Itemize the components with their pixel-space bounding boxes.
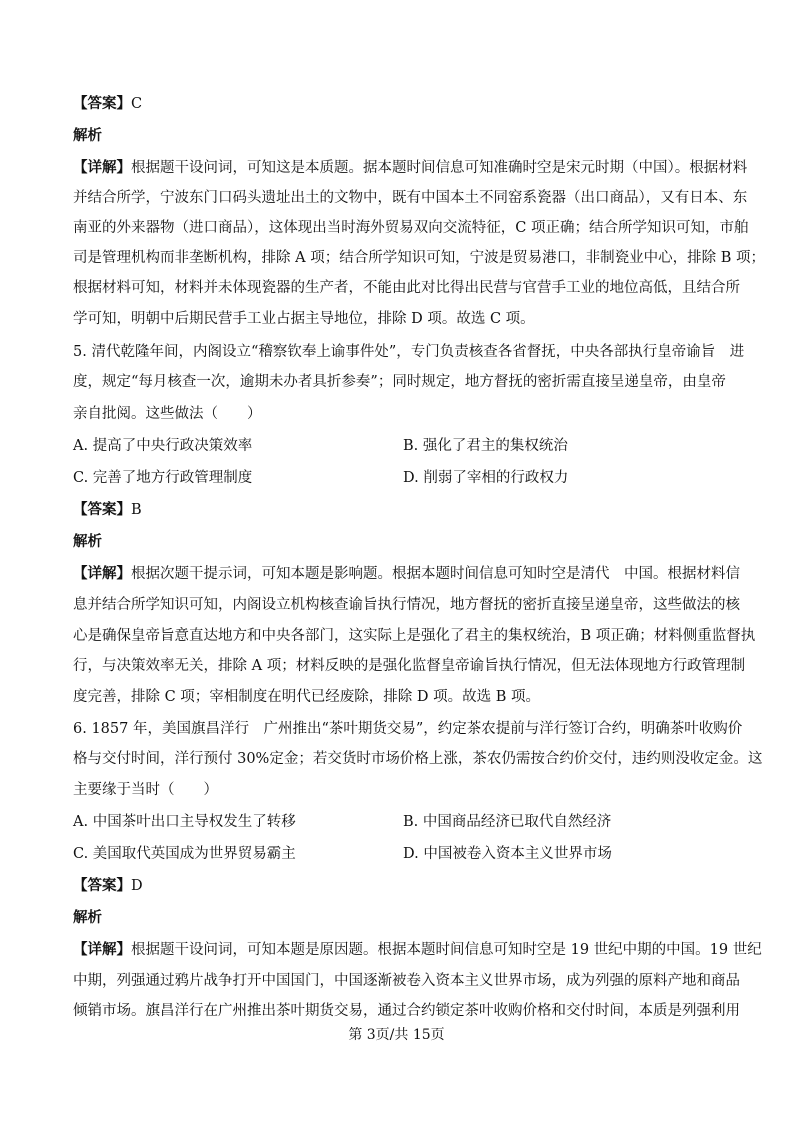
option-c: C. 美国取代英国成为世界贸易霸主	[73, 846, 296, 862]
detail-text: 根据题干设问词，可知本题是原因题。根据本题时间信息可知时空是 19 世纪中期的中国。19 世纪	[131, 942, 762, 958]
option-a: A. 中国茶叶出口主导权发生了转移	[73, 814, 296, 830]
detail-line: 行，与决策效率无关，排除 A 项；材料反映的是强化监督皇帝谕旨执行情况，但无法体现地方行政管理制	[73, 658, 746, 674]
option-a: A. 提高了中央行政决策效率	[73, 438, 253, 454]
page-footer: 第 3页/共 15页	[348, 1027, 445, 1043]
detail-line: 心是确保皇帝旨意直达地方和中央各部门，这实际上是强化了君主的集权统治，B 项正确；材料侧重监督执	[73, 628, 756, 644]
answer-tag: 【答案】	[73, 96, 131, 112]
analysis-tag: 解析	[73, 534, 102, 550]
detail-line: 司是管理机构而非垄断机构，排除 A 项；结合所学知识可知，宁波是贸易港口，非制瓷业中心，排除 B 项；	[73, 250, 766, 266]
detail-tag: 【详解】	[73, 942, 131, 958]
detail-tag: 【详解】	[73, 160, 131, 176]
answer-tag: 【答案】	[73, 502, 131, 518]
answer-line	[73, 500, 725, 520]
detail-line: 根据材料可知，材料并未体现瓷器的生产者，不能由此对比得出民营与官营手工业的地位高低，且结合所	[73, 280, 740, 296]
answer-line	[73, 876, 725, 896]
option-b: B. 强化了君主的集权统治	[403, 438, 568, 454]
option-d: D. 削弱了宰相的行政权力	[403, 470, 569, 486]
detail-line: 度完善，排除 C 项；宰相制度在明代已经废除，排除 D 项。故选 B 项。	[73, 689, 541, 705]
question-stem-line: 亲自批阅。这些做法（ ）	[73, 406, 262, 422]
answer-value: B	[131, 502, 142, 518]
detail-line: 南亚的外来器物（进口商品），这体现出当时海外贸易双向交流特征，C 项正确；结合所学知识可知，市舶	[73, 220, 749, 236]
detail-text: 根据题干设问词，可知这是本质题。据本题时间信息可知准确时空是宋元时期（中国）。根据材料	[131, 160, 748, 176]
question-stem-line: 度，规定“每月核查一次，逾期未办者具折参奏”；同时规定，地方督抚的密折需直接呈递皇帝，由皇帝	[73, 374, 726, 390]
detail-tag: 【详解】	[73, 566, 131, 582]
detail-line: 中期，列强通过鸦片战争打开中国国门，中国逐渐被卷入资本主义世界市场，成为列强的原料产地和商品	[73, 973, 740, 989]
detail-line: 学可知，明朝中后期民营手工业占据主导地位，排除 D 项。故选 C 项。	[73, 311, 535, 327]
answer-line	[73, 94, 725, 114]
analysis-heading	[73, 126, 725, 146]
answer-tag: 【答案】	[73, 878, 131, 894]
option-c: C. 完善了地方行政管理制度	[73, 470, 253, 486]
analysis-heading	[73, 908, 725, 928]
question-stem-line: 5. 清代乾隆年间，内阁设立“稽察钦奉上谕事件处”，专门负责核查各省督抚，中央各部执行皇帝谕旨 进	[73, 344, 745, 360]
analysis-heading	[73, 532, 725, 552]
detail-line	[73, 564, 740, 584]
question-stem-line: 6. 1857 年，美国旗昌洋行 广州推出“茶叶期货交易”，约定茶农提前与洋行签订合约，明确茶叶收购价	[73, 721, 743, 737]
analysis-tag: 解析	[73, 128, 102, 144]
answer-value: C	[131, 96, 143, 112]
detail-line	[73, 158, 748, 178]
detail-line: 倾销市场。旗昌洋行在广州推出茶叶期货交易，通过合约锁定茶叶收购价格和交付时间，本质是列强利用	[73, 1003, 740, 1019]
option-d: D. 中国被卷入资本主义世界市场	[403, 846, 612, 862]
question-stem-line: 格与交付时间，洋行预付 30%定金；若交货时市场价格上涨，茶农仍需按合约价交付，违约则没收定金。这	[73, 751, 763, 767]
option-b: B. 中国商品经济已取代自然经济	[403, 814, 612, 830]
detail-line: 息并结合所学知识可知，内阁设立机构核查谕旨执行情况，地方督抚的密折直接呈递皇帝，这些做法的核	[73, 597, 740, 613]
detail-line	[73, 940, 762, 960]
answer-value: D	[131, 878, 143, 894]
detail-line: 并结合所学，宁波东门口码头遗址出土的文物中，既有中国本土不同窑系瓷器（出口商品），又有日本、东	[73, 190, 748, 206]
question-stem-line: 主要缘于当时（ ）	[73, 782, 218, 798]
analysis-tag: 解析	[73, 910, 102, 926]
detail-text: 根据次题干提示词，可知本题是影响题。根据本题时间信息可知时空是清代 中国。根据材料信	[131, 566, 740, 582]
